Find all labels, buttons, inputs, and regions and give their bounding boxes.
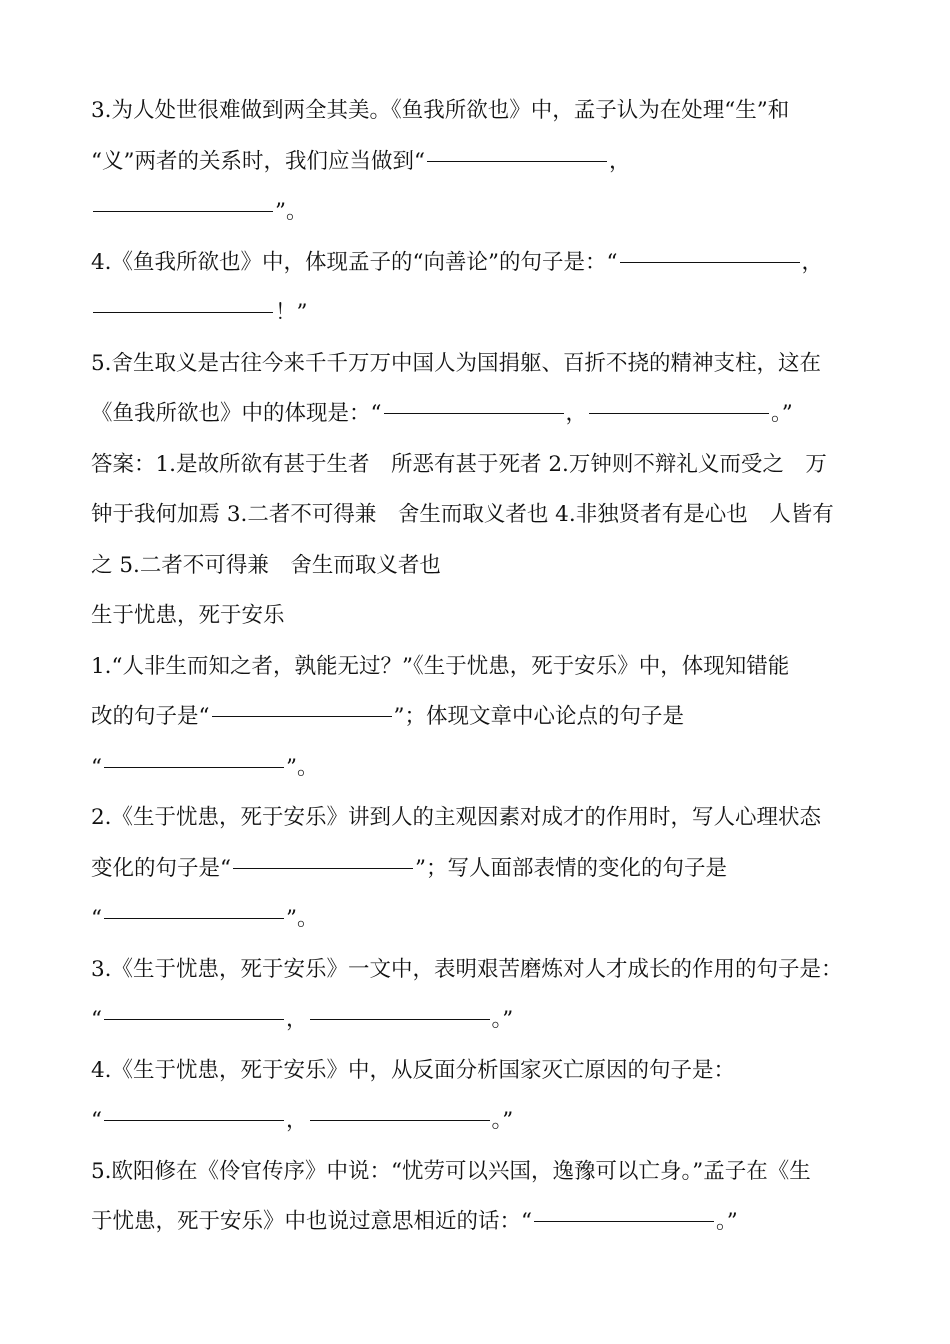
line-text-after: ”。 <box>286 754 319 780</box>
line-text-after: 。” <box>491 1007 514 1032</box>
line-text-before: 于忧患，死于安乐》中也说过意思相近的话：“ <box>91 1209 532 1234</box>
answer-blank[interactable] <box>620 261 800 263</box>
line-text-before: “义”两者的关系时，我们应当做到“ <box>91 148 425 174</box>
line-text-middle: ， <box>286 1108 308 1133</box>
text-line <box>91 1096 866 1147</box>
text-line <box>91 389 866 440</box>
line-text-after: ！” <box>275 300 308 325</box>
answer-blank[interactable] <box>427 160 607 162</box>
line-text-before: “ <box>91 1007 102 1032</box>
text-line: 钟于我何加焉 3.二者不可得兼 舍生而取义者也 4.非独贤者有是心也 人皆有 <box>91 502 834 527</box>
answer-blank[interactable] <box>104 1018 284 1020</box>
line-text-middle: ， <box>565 401 588 426</box>
text-line: 之 5.二者不可得兼 舍生而取义者也 <box>91 552 441 578</box>
line-text-after: ”；体现文章中心论点的句子是 <box>393 704 684 729</box>
line-text-after: 。” <box>716 1209 738 1234</box>
document-page <box>91 86 866 1248</box>
text-line: 3.《生于忧患，死于安乐》一文中，表明艰苦磨炼对人才成长的作用的句子是： <box>91 956 843 982</box>
answer-blank[interactable] <box>310 1018 490 1020</box>
text-line: 3.为人处世很难做到两全其美。《鱼我所欲也》中，孟子认为在处理“生”和 <box>91 98 790 123</box>
answer-blank[interactable] <box>93 311 273 313</box>
answer-blank[interactable] <box>589 412 769 414</box>
text-line <box>91 894 866 945</box>
line-text-after: ， <box>801 249 824 275</box>
line-text-before: 4.《鱼我所欲也》中，体现孟子的“向善论”的句子是：“ <box>91 249 618 275</box>
text-line <box>91 692 866 743</box>
line-text-before: 变化的句子是“ <box>91 855 231 881</box>
answer-blank[interactable] <box>93 210 273 212</box>
text-line <box>91 137 866 188</box>
line-text-before: “ <box>91 754 102 780</box>
text-line <box>91 995 866 1046</box>
answer-blank[interactable] <box>104 1119 284 1121</box>
line-text-after: ， <box>608 148 631 174</box>
text-line <box>91 1197 866 1248</box>
text-line: 答案：1.是故所欲有甚于生者 所恶有甚于死者 2.万钟则不辩礼义而受之 万 <box>91 451 827 477</box>
line-text-after: ”；写人面部表情的变化的句子是 <box>415 855 727 881</box>
text-line <box>91 238 866 289</box>
answer-blank[interactable] <box>310 1119 490 1121</box>
line-text-before: 改的句子是“ <box>91 704 210 729</box>
line-text-after: 。” <box>491 1108 514 1133</box>
text-line: 2.《生于忧患，死于安乐》讲到人的主观因素对成才的作用时，写人心理状态 <box>91 805 822 830</box>
text-line <box>91 288 866 339</box>
text-line: 5.欧阳修在《伶官传序》中说：“忧劳可以兴国，逸豫可以亡身。”孟子在《生 <box>91 1158 811 1184</box>
line-text-before: “ <box>91 906 102 931</box>
text-line: 1.“人非生而知之者，孰能无过？”《生于忧患，死于安乐》中，体现知错能 <box>91 653 790 679</box>
answer-blank[interactable] <box>212 715 392 717</box>
answer-blank[interactable] <box>104 917 284 919</box>
line-text-before: “ <box>91 1108 102 1133</box>
line-text-after: ”。 <box>286 906 319 931</box>
line-text-before: 《鱼我所欲也》中的体现是：“ <box>91 401 382 426</box>
text-line <box>91 743 866 794</box>
line-text-after: 。” <box>771 401 793 426</box>
line-text-middle: ， <box>286 1007 308 1032</box>
text-line <box>91 187 866 238</box>
text-line: 5.舍生取义是古往今来千千万万中国人为国捐躯、百折不挠的精神支柱，这在 <box>91 350 822 376</box>
answer-blank[interactable] <box>233 867 413 869</box>
text-line: 生于忧患，死于安乐 <box>91 603 285 628</box>
answer-blank[interactable] <box>534 1220 714 1222</box>
answer-blank[interactable] <box>384 412 564 414</box>
line-text-after: ”。 <box>275 199 308 224</box>
answer-blank[interactable] <box>104 766 284 768</box>
text-line: 4.《生于忧患，死于安乐》中，从反面分析国家灭亡原因的句子是： <box>91 1057 736 1083</box>
text-line <box>91 844 866 895</box>
